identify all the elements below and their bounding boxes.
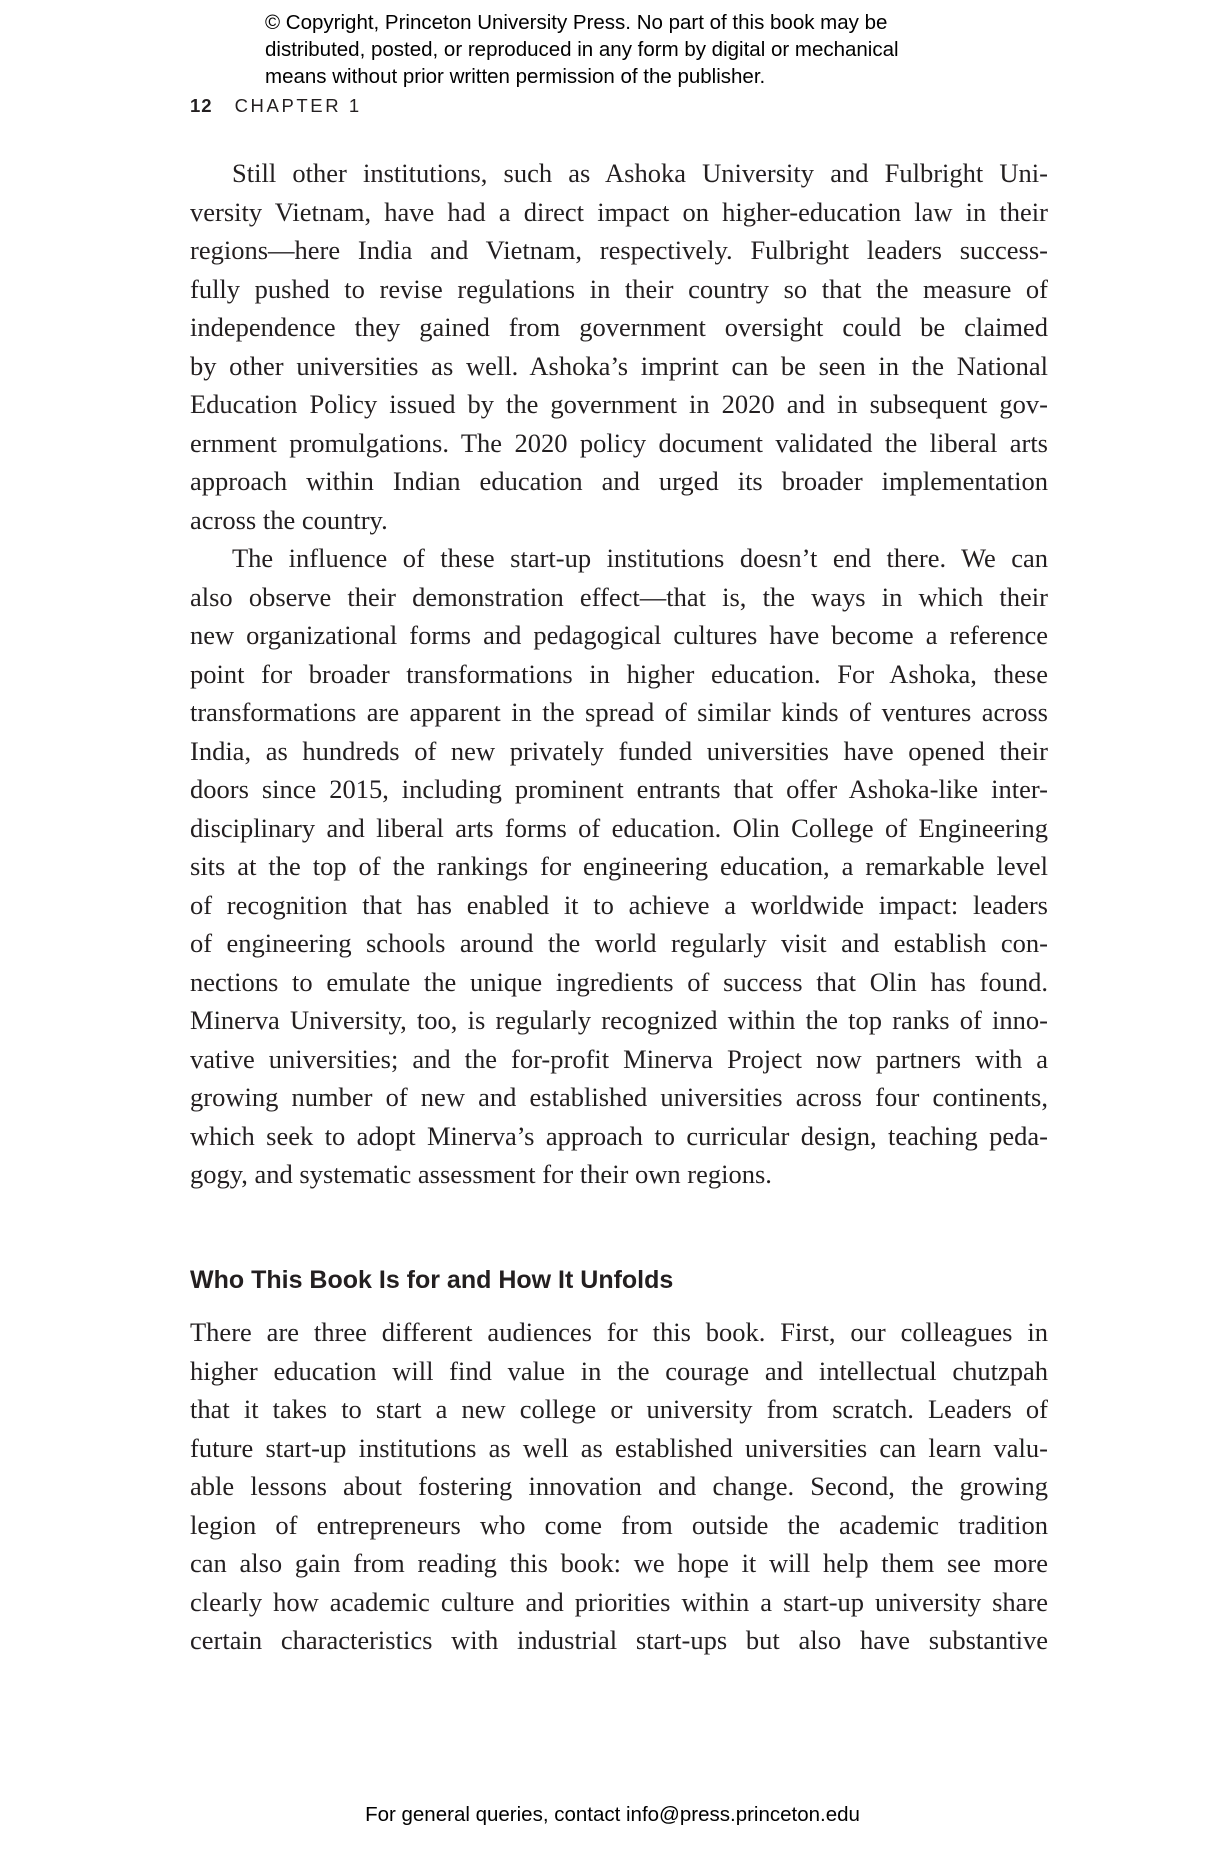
paragraph <box>190 154 1048 539</box>
text-line: disciplinary and liberal arts forms of education. Olin College of Engineering <box>190 812 1048 843</box>
text-line: regions—here India and Vietnam, respectively. Fulbright leaders success- <box>190 235 1048 265</box>
copyright-line: © Copyright, Princeton University Press. No part of this book may be <box>265 11 888 34</box>
text-line: can also gain from reading this book: we hope it will help them see more <box>190 1548 1048 1578</box>
text-line: India, as hundreds of new privately funded universities have opened their <box>190 735 1048 766</box>
text-line: There are three different audiences for this book. First, our colleagues in <box>190 1317 1048 1347</box>
text-line: certain characteristics with industrial start-ups but also have substantive <box>190 1625 1048 1655</box>
text-line: able lessons about fostering innovation and change. Second, the growing <box>190 1471 1048 1501</box>
text-line: also observe their demonstration effect—that is, the ways in which their <box>190 581 1048 612</box>
text-line: approach within Indian education and urged its broader implementation <box>190 466 1048 496</box>
chapter-label: CHAPTER 1 <box>234 95 362 116</box>
text-line: that it takes to start a new college or university from scratch. Leaders of <box>190 1394 1048 1424</box>
text-line: growing number of new and established universities across four continents, <box>190 1082 1048 1112</box>
text-line: of engineering schools around the world regularly visit and establish con- <box>190 928 1048 958</box>
text-line: point for broader transformations in higher education. For Ashoka, these <box>190 658 1048 689</box>
copyright-line: means without prior written permission of the publisher. <box>265 65 766 88</box>
text-line: Still other institutions, such as Ashoka University and Fulbright Uni- <box>232 158 1048 188</box>
text-line: doors since 2015, including prominent entrants that offer Ashoka-like inter- <box>190 774 1048 804</box>
text-line: new organizational forms and pedagogical cultures have become a reference <box>190 620 1048 650</box>
text-line: vative universities; and the for-profit Minerva Project now partners with a <box>190 1043 1048 1074</box>
text-line: independence they gained from government oversight could be claimed <box>190 312 1048 342</box>
paragraph <box>190 1313 1048 1660</box>
text-line: The influence of these start-up institutions doesn’t end there. We can <box>232 543 1048 573</box>
text-line: gogy, and systematic assessment for their own regions. <box>190 1159 772 1189</box>
text-line: Education Policy issued by the government in 2020 and in subsequent gov- <box>190 389 1048 419</box>
text-line: by other universities as well. Ashoka’s imprint can be seen in the National <box>190 350 1048 381</box>
text-line: sits at the top of the rankings for engineering education, a remarkable level <box>190 851 1048 881</box>
text-line: future start-up institutions as well as established universities can learn valu- <box>190 1432 1048 1463</box>
text-line: fully pushed to revise regulations in their country so that the measure of <box>190 273 1048 304</box>
text-line: Minerva University, too, is regularly recognized within the top ranks of inno- <box>190 1005 1048 1035</box>
copyright-line: distributed, posted, or reproduced in any form by digital or mechanical <box>265 38 899 61</box>
text-line: of recognition that has enabled it to achieve a worldwide impact: leaders <box>190 889 1048 920</box>
paragraph <box>190 539 1048 1194</box>
section-body <box>190 1313 1048 1660</box>
text-line: which seek to adopt Minerva’s approach to curricular design, teaching peda- <box>190 1120 1048 1151</box>
running-head <box>190 95 362 117</box>
text-line: nections to emulate the unique ingredients of success that Olin has found. <box>190 966 1048 997</box>
text-line: higher education will find value in the courage and intellectual chutzpah <box>190 1355 1048 1386</box>
section-heading: Who This Book Is for and How It Unfolds <box>190 1266 674 1294</box>
text-line: across the country. <box>190 504 388 535</box>
footer-contact: For general queries, contact info@press.princeton.edu <box>365 1803 860 1826</box>
text-line: versity Vietnam, have had a direct impact on higher-education law in their <box>190 196 1048 227</box>
page-number: 12 <box>190 95 213 116</box>
section-body <box>190 154 1048 1194</box>
text-line: transformations are apparent in the spread of similar kinds of ventures across <box>190 697 1048 727</box>
text-line: clearly how academic culture and priorities within a start-up university share <box>190 1586 1048 1617</box>
copyright-notice <box>265 9 985 90</box>
text-line: ernment promulgations. The 2020 policy document validated the liberal arts <box>190 427 1048 458</box>
text-line: legion of entrepreneurs who come from outside the academic tradition <box>190 1509 1048 1540</box>
